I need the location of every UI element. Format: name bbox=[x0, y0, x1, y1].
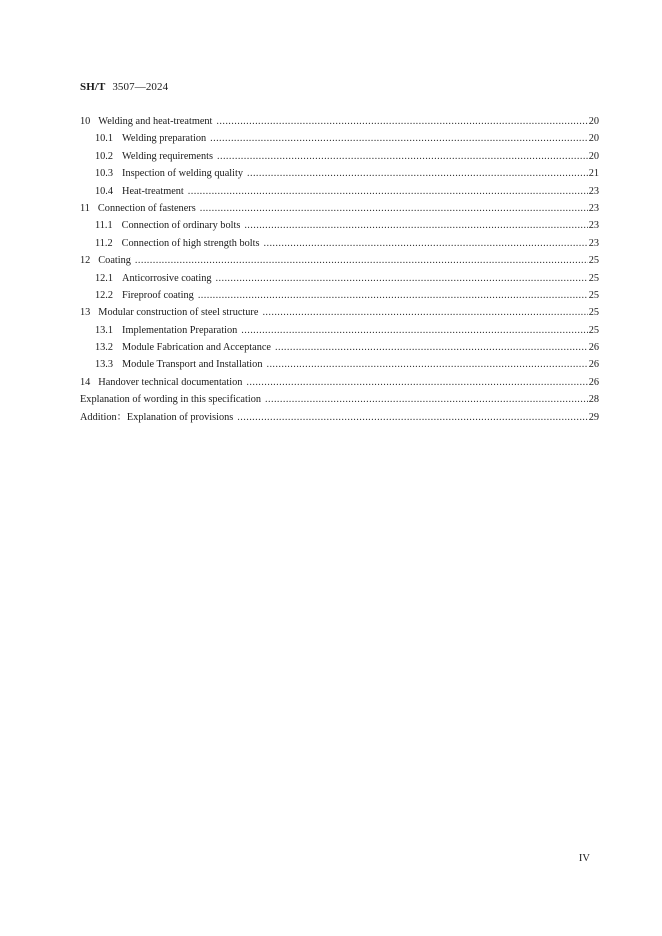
toc-entry-title: Addition：Explanation of provisions bbox=[80, 411, 234, 423]
toc-entry[interactable] bbox=[80, 200, 599, 217]
dot-leader bbox=[265, 391, 588, 408]
dot-leader bbox=[188, 183, 588, 200]
toc-entry-page: 23 bbox=[588, 220, 599, 232]
toc-entry-page: 25 bbox=[588, 289, 599, 301]
toc-entry-number: 10.1 bbox=[95, 133, 114, 145]
toc-entry-title: Connection of ordinary bolts bbox=[121, 220, 241, 232]
dot-leader bbox=[217, 148, 588, 165]
standard-number: 3507—2024 bbox=[112, 81, 169, 93]
toc-entry-page: 25 bbox=[588, 272, 599, 284]
toc-entry-number: 12.2 bbox=[95, 289, 114, 301]
toc-entry-number: 13.2 bbox=[95, 342, 114, 354]
toc-entry-title: Welding and heat-treatment bbox=[98, 116, 213, 127]
toc-entry-page: 23 bbox=[588, 237, 599, 249]
toc-entry-title: Fireproof coating bbox=[122, 289, 194, 301]
dot-leader bbox=[244, 217, 587, 234]
dot-leader bbox=[216, 270, 588, 287]
toc-entry-number: 10 bbox=[80, 116, 91, 127]
toc-entry-title: Module Fabrication and Acceptance bbox=[122, 342, 271, 354]
toc-entry-number: 11.1 bbox=[95, 220, 113, 232]
toc-entry[interactable] bbox=[80, 391, 599, 408]
toc-entry[interactable] bbox=[80, 148, 599, 165]
toc-entry-page: 25 bbox=[588, 324, 599, 336]
toc-entry[interactable] bbox=[80, 235, 599, 252]
toc-entry-page: 28 bbox=[588, 394, 599, 406]
toc-entry[interactable] bbox=[80, 130, 599, 147]
table-of-contents bbox=[80, 113, 599, 426]
toc-entry-number: 14 bbox=[80, 376, 91, 388]
toc-entry-title: Explanation of wording in this specification bbox=[80, 394, 262, 406]
standard-code: SH/T bbox=[80, 81, 106, 93]
toc-entry-page: 26 bbox=[588, 342, 599, 354]
toc-entry-title: Inspection of welding quality bbox=[122, 168, 243, 180]
toc-entry-title: Connection of high strength bolts bbox=[121, 237, 260, 249]
toc-entry[interactable] bbox=[80, 304, 599, 321]
dot-leader bbox=[275, 339, 588, 356]
toc-entry-page: 20 bbox=[588, 116, 599, 127]
dot-leader bbox=[237, 409, 587, 426]
toc-entry[interactable] bbox=[80, 322, 599, 339]
toc-entry-title: Module Transport and Installation bbox=[122, 359, 263, 371]
toc-entry[interactable] bbox=[80, 183, 599, 200]
toc-entry-number: 11 bbox=[80, 202, 90, 214]
dot-leader bbox=[198, 287, 588, 304]
toc-entry[interactable] bbox=[80, 374, 599, 391]
toc-entry-title: Modular construction of steel structure bbox=[98, 307, 259, 319]
dot-leader bbox=[200, 200, 588, 217]
toc-entry-number: 13.1 bbox=[95, 324, 114, 336]
toc-entry-title: Anticorrosive coating bbox=[122, 272, 212, 284]
toc-entry-title: Coating bbox=[98, 255, 131, 267]
toc-entry-title: Implementation Preparation bbox=[122, 324, 238, 336]
toc-entry[interactable] bbox=[80, 270, 599, 287]
dot-leader bbox=[264, 235, 588, 252]
toc-entry-page: 26 bbox=[588, 376, 599, 388]
toc-entry-number: 12 bbox=[80, 255, 91, 267]
dot-leader bbox=[266, 356, 587, 373]
toc-entry[interactable] bbox=[80, 217, 599, 234]
toc-entry-page: 26 bbox=[588, 359, 599, 371]
toc-entry-title: Welding requirements bbox=[122, 150, 213, 162]
toc-entry-title: Handover technical documentation bbox=[98, 376, 243, 388]
toc-entry-number: 10.2 bbox=[95, 150, 114, 162]
toc-entry[interactable] bbox=[80, 165, 599, 182]
toc-entry-number: 10.4 bbox=[95, 185, 114, 197]
dot-leader bbox=[262, 304, 587, 321]
toc-entry-page: 25 bbox=[588, 307, 599, 319]
dot-leader bbox=[247, 165, 588, 182]
toc-entry-page: 29 bbox=[588, 411, 599, 423]
toc-entry-page: 20 bbox=[588, 150, 599, 162]
toc-entry-number: 11.2 bbox=[95, 237, 113, 249]
toc-entry-title: Welding preparation bbox=[122, 133, 207, 145]
toc-entry[interactable] bbox=[80, 252, 599, 269]
toc-entry[interactable] bbox=[80, 287, 599, 304]
dot-leader bbox=[210, 130, 588, 147]
toc-entry-title: Connection of fasteners bbox=[97, 202, 196, 214]
dot-leader bbox=[241, 322, 587, 339]
toc-entry-number: 10.3 bbox=[95, 168, 114, 180]
document-header bbox=[80, 81, 168, 93]
toc-entry-number: 12.1 bbox=[95, 272, 114, 284]
toc-entry[interactable] bbox=[80, 339, 599, 356]
toc-entry[interactable] bbox=[80, 409, 599, 426]
toc-entry-number: 13.3 bbox=[95, 359, 114, 371]
dot-leader bbox=[246, 374, 587, 391]
page-number: IV bbox=[578, 853, 590, 864]
toc-entry-page: 23 bbox=[588, 185, 599, 197]
toc-entry-number: 13 bbox=[80, 307, 91, 319]
toc-entry-page: 25 bbox=[588, 255, 599, 267]
toc-entry-page: 21 bbox=[588, 168, 599, 180]
toc-entry-page: 20 bbox=[588, 133, 599, 145]
dot-leader bbox=[216, 113, 587, 130]
dot-leader bbox=[135, 252, 588, 269]
toc-entry[interactable] bbox=[80, 113, 599, 130]
toc-entry-page: 23 bbox=[588, 202, 599, 214]
toc-entry-title: Heat-treatment bbox=[122, 185, 184, 197]
toc-entry[interactable] bbox=[80, 356, 599, 373]
